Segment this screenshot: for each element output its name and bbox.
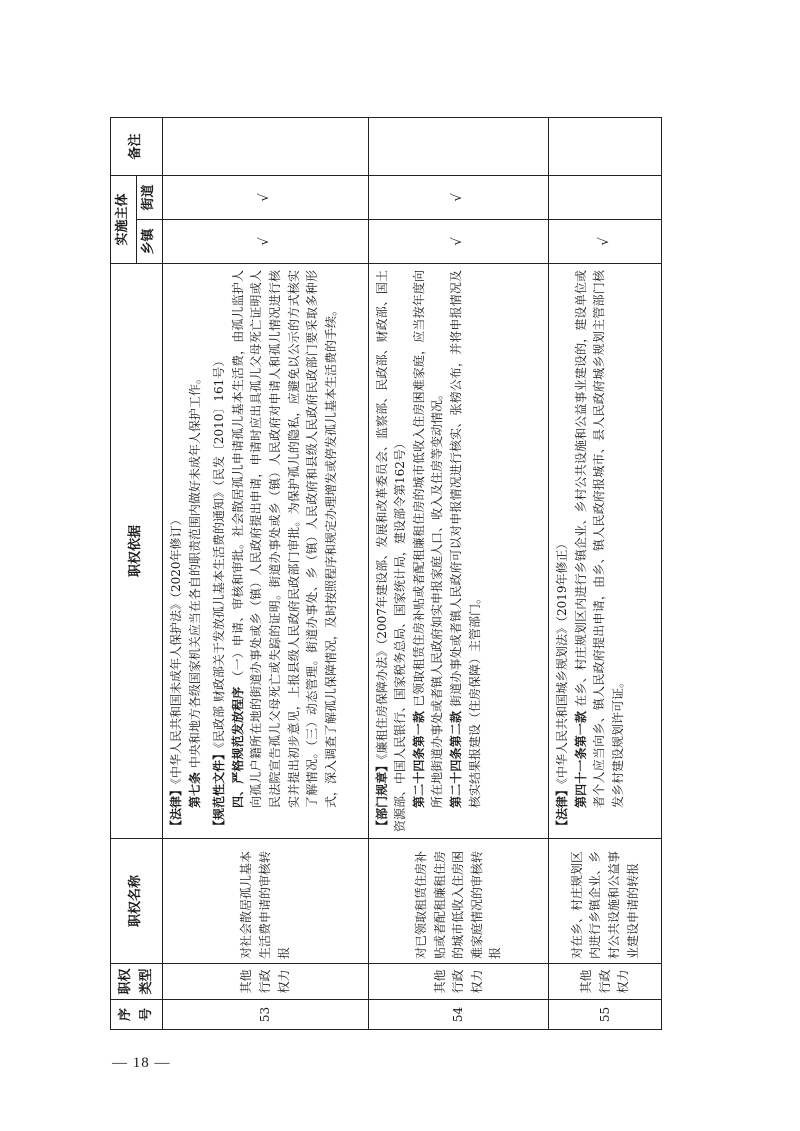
type-cell: 其他行政权力 [368,964,548,1000]
street-check: √ [368,175,548,219]
table-row [549,117,662,1029]
header-type: 职权类型 [111,964,163,1000]
basis-text: （一）申请、审核和审批。社会散居孤儿申请孤儿基本生活费，由孤儿监护人向孤儿户籍所在地的街道办事处或乡（镇）人民政府提出申请，申请时应出具孤儿父母死亡证明或人民法院宣告孤儿父母死亡或失踪的证明。街道办事处或乡（镇）人民政府对申请人和孤儿情况进行核实并提出初步意见，上报县级人民政府民政部门审批。为保护孤儿的隐私，应避免以公示的方式核实了解情况。（三）动态管理。街道办事处、乡（镇）人民政府和县级人民政府民政部门要采取多种形式，深入调查了解孤儿保障情况，及时按照程序和规定办理增发或停发孤儿基本生活费的手续。 [230,270,338,808]
authority-table [110,117,662,1030]
basis-text: 已领取租赁住房补贴或者配租廉租住房的城市低收入住房困难家庭，应当按年度向所在地街道办事处或者镇人民政府如实申报家庭人口、收入及住房等变动情况。 [411,270,445,808]
street-check [549,175,662,219]
header-street: 街道 [137,175,163,219]
name-cell: 对已领取租赁住房补贴或者配租廉租住房的城市低收入住房困难家庭情况的审核转报 [368,839,548,964]
basis-tag: 第七条 [187,771,202,808]
basis-cell [549,264,662,839]
street-check: √ [163,175,369,219]
basis-text: 《中华人民共和国未成年人保护法》（2020年修订） [169,513,183,784]
header-subject: 实施主体 [111,175,137,263]
basis-text: 在乡、村庄规划区内进行乡镇企业、乡村公共设施和公益事业建设的，建设单位或者个人应当向乡、镇人民政府提出申请，由乡、镇人民政府报城市、县人民政府城乡规划主管部门核发乡村建设规划许可证。 [573,270,625,808]
name-cell: 对在乡、村庄规划区内进行乡镇企业、乡村公共设施和公益事业建设申请的转报 [549,839,662,964]
header-basis: 职权依据 [111,264,163,839]
basis-text: 《民政部 财政部关于发放孤儿基本生活费的通知》（民发〔2010〕161号） [212,354,227,748]
remark-cell [549,117,662,175]
basis-text: 《廉租住房保障办法》（2007年建设部、发展和改革委员会、监察部、民政部、财政部、国土资源部、中国人民银行、国家税务总局、国家统计局，建设部令第162号） [374,270,408,832]
basis-tag: 【法律】 [555,783,570,832]
basis-tag: 【规范性文件】 [212,747,227,832]
basis-tag: 第四十一条第一款 [573,710,588,808]
basis-tag: 第二十四条第一款 [411,710,426,808]
seq-cell: 53 [163,1000,369,1030]
remark-cell [163,117,369,175]
basis-cell [163,264,369,839]
seq-cell: 54 [368,1000,548,1030]
township-check: √ [368,220,548,264]
table-row [368,117,548,1029]
name-cell: 对社会散居孤儿基本生活费申请的审核转报 [163,839,369,964]
basis-text: 街道办事处或者镇人民政府可以对申报情况进行核实、张榜公布，并将申报情况及核实结果报建设（住房保障）主管部门。 [449,270,482,808]
type-cell: 其他行政权力 [163,964,369,1000]
basis-tag: 【法律】 [169,783,183,832]
header-remark: 备注 [111,117,163,175]
basis-cell [368,264,548,839]
seq-cell: 55 [549,1000,662,1030]
type-cell: 其他行政权力 [549,964,662,1000]
basis-text: 中央和地方各级国家机关应当在各自的职责范围内做好未成年人保护工作。 [187,372,202,769]
township-check: √ [549,220,662,264]
basis-tag: 【部门规章】 [374,759,389,832]
table-row [163,117,369,1029]
header-seq: 序号 [111,1000,163,1030]
header-name: 职权名称 [111,839,163,964]
table-container [110,118,662,1030]
header-township: 乡镇 [137,220,163,264]
remark-cell [368,117,548,175]
basis-tag: 四、严格规范发放程序 [230,686,245,808]
basis-tag: 第二十四条第二款 [449,710,464,808]
page-number: — 18 — [112,1055,171,1071]
basis-text: 《中华人民共和国城乡规划法》（2019年修正） [555,537,570,784]
township-check: √ [163,220,369,264]
